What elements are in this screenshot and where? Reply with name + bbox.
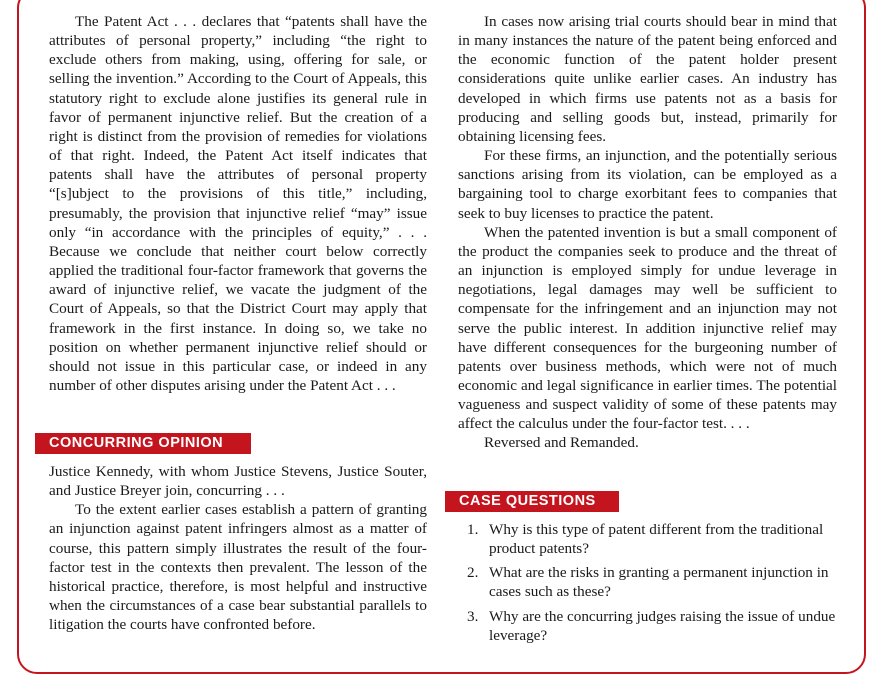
- concurring-intro: Justice Kennedy, with whom Justice Stevens, Justice Souter, and Justice Breyer join, concurring . . .: [49, 463, 427, 500]
- right-column: [458, 12, 837, 453]
- disposition: Reversed and Remanded.: [484, 434, 639, 452]
- question-number: 2.: [467, 564, 479, 582]
- concurring-column: [49, 462, 427, 634]
- opinion-paragraph: The Patent Act . . . declares that “patents shall have the attributes of personal property,” including “the right to exclude others from making, using, offering for sale, or selling the invention.” According to the Court of Appeals, this statutory right to exclude alone justifies its general rule in favor of permanent injunctive relief. But the creation of a right is distinct from the provision of remedies for violations of that right. Indeed, the Patent Act itself indicates that patents shall have the attributes of personal property “[s]ubject to the provisions of this title,” including, presumably, the provision that injunctive relief “may” issue only “in accordance with the principles of equity,” . . . Because we conclude that neither court below correctly applied the traditional four-factor framework that governs the award of injunctive relief, we vacate the judgment of the Court of Appeals, so that the District Court may apply that framework in the first instance. In doing so, we take no position on whether permanent injunctive relief should or should not issue in this particular case, or indeed in any number of other disputes arising under the Patent Act . . .: [49, 13, 427, 394]
- case-question: [467, 520, 837, 558]
- case-question: [467, 563, 837, 601]
- concurring-opinion-heading: CONCURRING OPINION: [35, 433, 251, 454]
- left-column: [49, 12, 427, 395]
- question-text: What are the risks in granting a permanent injunction in cases such as these?: [489, 564, 829, 601]
- opinion-paragraph: For these firms, an injunction, and the potentially serious sanctions arising from its violation, can be employed as a bargaining tool to charge exorbitant fees to companies that seek to buy licenses to practice the patent.: [458, 147, 837, 222]
- case-questions-list: [467, 520, 837, 650]
- case-questions-heading: CASE QUESTIONS: [445, 491, 619, 512]
- question-number: 1.: [467, 521, 479, 538]
- case-question: [467, 607, 837, 645]
- concurring-paragraph: To the extent earlier cases establish a pattern of granting an injunction against patent infringers almost as a matter of course, this pattern simply illustrates the result of the four-factor test in the contexts then prevalent. The lesson of the historical practice, therefore, is most helpful and instructive when the circumstances of a case bear substantial parallels to litigation the courts have confronted before.: [49, 501, 427, 634]
- opinion-paragraph: When the patented invention is but a small component of the product the companies seek to produce and the threat of an injunction is employed simply for undue leverage in negotiations, legal damages may well be sufficient to compensate for the infringement and an injunction may not serve the public interest. In addition injunctive relief may have different consequences for the burgeoning number of patents over business methods, which were not of much economic and legal significance in earlier times. The potential vagueness and suspect validity of some of these patents may affect the calculus under the four-factor test. . . .: [458, 223, 837, 433]
- question-text: Why is this type of patent different from the traditional product patents?: [489, 521, 824, 558]
- question-number: 3.: [467, 607, 479, 625]
- opinion-paragraph: In cases now arising trial courts should bear in mind that in many instances the nature of the patent being enforced and the economic function of the patent holder present considerations quite unlike earlier cases. An industry has developed in which firms use patents not as a basis for producing and selling goods but, instead, primarily for obtaining licensing fees.: [458, 13, 837, 145]
- question-text: Why are the concurring judges raising the issue of undue leverage?: [489, 607, 836, 644]
